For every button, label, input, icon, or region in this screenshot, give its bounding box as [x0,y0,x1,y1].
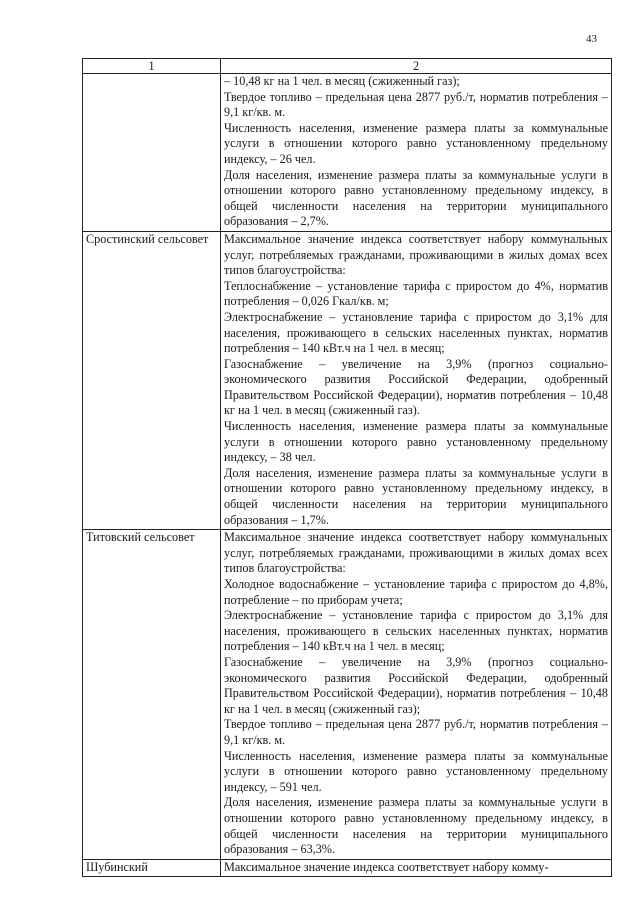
description-paragraph: Твердое топливо – предельная цена 2877 руб./т, норматив потребления – 9,1 кг/кв. м. [224,89,608,120]
description-paragraph: Электроснабжение – установление тарифа с приростом до 3,1% для населения, проживающего в сельских населенных пунктах, норматив потребления – 140 кВт.ч на 1 чел. в месяц; [224,608,608,654]
municipality-name: Титовский сельсовет [83,530,221,859]
description-paragraph: Численность населения, изменение размера платы за коммунальные услуги в отношении которого равно установленному предельному индексу, – 26 чел. [224,120,608,166]
municipal-index-table [82,58,612,877]
description-paragraph: Теплоснабжение – установление тарифа с приростом до 4%, норматив потребления – 0,026 Гкал/кв. м; [224,278,608,309]
municipality-description [221,859,612,877]
description-paragraph: Холодное водоснабжение – установление тарифа с приростом до 4,8%, потребление – по приборам учета; [224,577,608,607]
municipality-description [221,231,612,529]
description-paragraph: Доля населения, изменение размера платы за коммунальные услуги в отношении которого равно установленному предельному индексу, в общей численности населения на территории муниципального образования – 2,7%. [224,167,608,229]
table-row-srostinsky [83,231,612,529]
description-paragraph: Электроснабжение – установление тарифа с приростом до 3,1% для населения, проживающего в сельских населенных пунктах, норматив потребления – 140 кВт.ч на 1 чел. в месяц; [224,309,608,356]
municipality-description [221,74,612,232]
description-paragraph: Твердое топливо – предельная цена 2877 руб./т, норматив потребления – 9,1 кг/кв. м. [224,717,608,747]
description-paragraph: Максимальное значение индекса соответствует набору коммунальных услуг, потребляемых гражданами, проживающими в жилых домах всех типов благоустройства: [224,530,608,576]
municipality-name: Сростинский сельсовет [83,231,221,529]
description-paragraph: Газоснабжение – увеличение на 3,9% (прогноз социально-экономического развития Российской Федерации, одобренный Правительством Российской Федерации), норматив потребления – 10,48 кг на 1 чел. в месяц (сжиженный газ); [224,654,608,716]
municipality-name [83,74,221,232]
description-paragraph: Газоснабжение – увеличение на 3,9% (прогноз социально-экономического развития Российской Федерации, одобренный Правительством Российской Федерации), норматив потребления – 10,48 кг на 1 чел. в месяц (сжиженный газ). [224,356,608,418]
table-row-continuation [83,74,612,232]
page-number: 43 [586,33,597,45]
municipality-name: Шубинский [83,859,221,877]
description-paragraph: Максимальное значение индекса соответствует набору комму- [224,859,549,874]
table-row-titovsky [83,530,612,859]
description-paragraph: Максимальное значение индекса соответствует набору коммунальных услуг, потребляемых гражданами, проживающими в жилых домах всех типов благоустройства: [224,231,608,278]
column-header-2: 2 [221,59,612,74]
column-header-1: 1 [83,59,221,74]
description-paragraph: Доля населения, изменение размера платы за коммунальные услуги в отношении которого равно установленному предельному индексу, в общей численности населения на территории муниципального образования – 63,3%. [224,795,608,857]
description-paragraph: – 10,48 кг на 1 чел. в месяц (сжиженный газ); [224,74,460,88]
municipality-description [221,530,612,859]
table-header-row [83,59,612,74]
description-paragraph: Численность населения, изменение размера платы за коммунальные услуги в отношении которого равно установленному предельному индексу, – 591 чел. [224,748,608,794]
description-paragraph: Численность населения, изменение размера платы за коммунальные услуги в отношении которого равно установленному предельному индексу, – 38 чел. [224,419,608,465]
description-paragraph: Доля населения, изменение размера платы за коммунальные услуги в отношении которого равно установленному предельному индексу, в общей численности населения на территории муниципального образования – 1,7%. [224,465,608,527]
table-row-shubinsky [83,859,612,877]
